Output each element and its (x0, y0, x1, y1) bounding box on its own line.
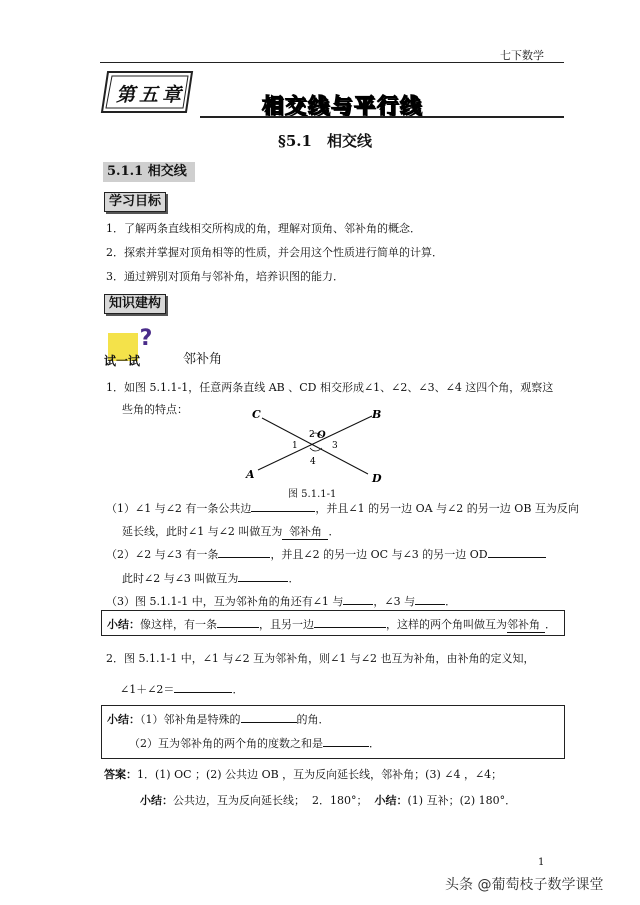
answer-line-2: 小结：公共边，互为反向延长线； 2．180°； 小结：(1) 互补；(2) 180°． (140, 794, 517, 807)
chapter-label: 第五章 (116, 84, 186, 106)
build-tag: 知识建构 (104, 294, 166, 314)
part-1-line-1: （1）∠1 与∠2 有一条公共边 ，并且∠1 的另一边 OA 与∠2 的另一边 OB 互为反向 (106, 502, 579, 515)
label-o: O (317, 430, 326, 441)
question-1-line-1: 1．如图 5.1.1-1，任意两条直线 AB 、CD 相交形成∠1、∠2、∠3、∠4 这四个角，观察这 (106, 381, 554, 394)
summary-1-text: 小结：像这样，有一条 ，且另一边 ，这样的两个角叫做互为邻补角 ． (107, 618, 556, 631)
question-2-line-2: ∠1＋∠2＝ ． (120, 683, 244, 696)
label-c: C (252, 408, 261, 421)
part-3: （3）图 5.1.1-1 中，互为邻补角的角还有∠1 与 ，∠3 与 ． (106, 595, 457, 608)
part-1-line-2: 延长线，此时∠1 与∠2 叫做互为 邻补角 ． (122, 525, 340, 538)
watermark: 头条 @葡萄枝子数学课堂 (445, 877, 604, 893)
angle-1: 1 (292, 441, 298, 451)
answer-line-1: 答案：1．(1) OC ；(2) 公共边 OB ，互为反向延长线，邻补角；(3) ∠4 ，∠4； (104, 768, 503, 781)
part-2-line-1: （2）∠2 与∠3 有一条 ，并且∠2 的另一边 OC 与∠3 的另一边 OD (106, 547, 546, 562)
summary-2-line-2: （2）互为邻补角的两个角的度数之和是 ． (129, 737, 380, 750)
svg-text:?: ? (139, 326, 153, 351)
goal-item: 2．探索并掌握对顶角相等的性质，并会用这个性质进行简单的计算． (106, 246, 443, 259)
question-1-line-2: 些角的特点： (122, 403, 188, 416)
header-label: 七下数学 (500, 49, 544, 62)
goal-item: 3．通过辨别对顶角与邻补角，培养识图的能力． (106, 270, 344, 283)
subsection-title: 5.1.1 相交线 (103, 162, 195, 182)
page-number: 1 (538, 857, 545, 868)
intersecting-lines-figure (240, 404, 390, 484)
summary-2-line-1: 小结：（1）邻补角是特殊的 的角． (107, 713, 330, 726)
goal-item: 1．了解两条直线相交所构成的角，理解对顶角、邻补角的概念． (106, 222, 421, 235)
angle-4: 4 (310, 457, 316, 467)
angle-3: 3 (332, 441, 338, 451)
figure-caption: 图 5.1.1-1 (288, 489, 337, 500)
label-a: A (246, 468, 255, 481)
label-b: B (372, 408, 382, 421)
section-title: §5.1 相交线 (278, 132, 372, 150)
try-badge-label: 试一试 (104, 354, 141, 368)
title-rule (200, 116, 564, 118)
header-rule (100, 62, 564, 63)
part-2-line-2: 此时∠2 与∠3 叫做互为 ． (122, 572, 300, 585)
angle-2: 2 (309, 430, 315, 440)
goals-tag: 学习目标 (104, 192, 166, 212)
try-topic: 邻补角 (183, 352, 223, 367)
question-2-line-1: 2．图 5.1.1-1 中，∠1 与∠2 互为邻补角，则∠1 与∠2 也互为补角，由补角的定义知， (106, 652, 535, 665)
chapter-title: 相交线与平行线 (262, 93, 423, 118)
label-d: D (372, 472, 382, 484)
